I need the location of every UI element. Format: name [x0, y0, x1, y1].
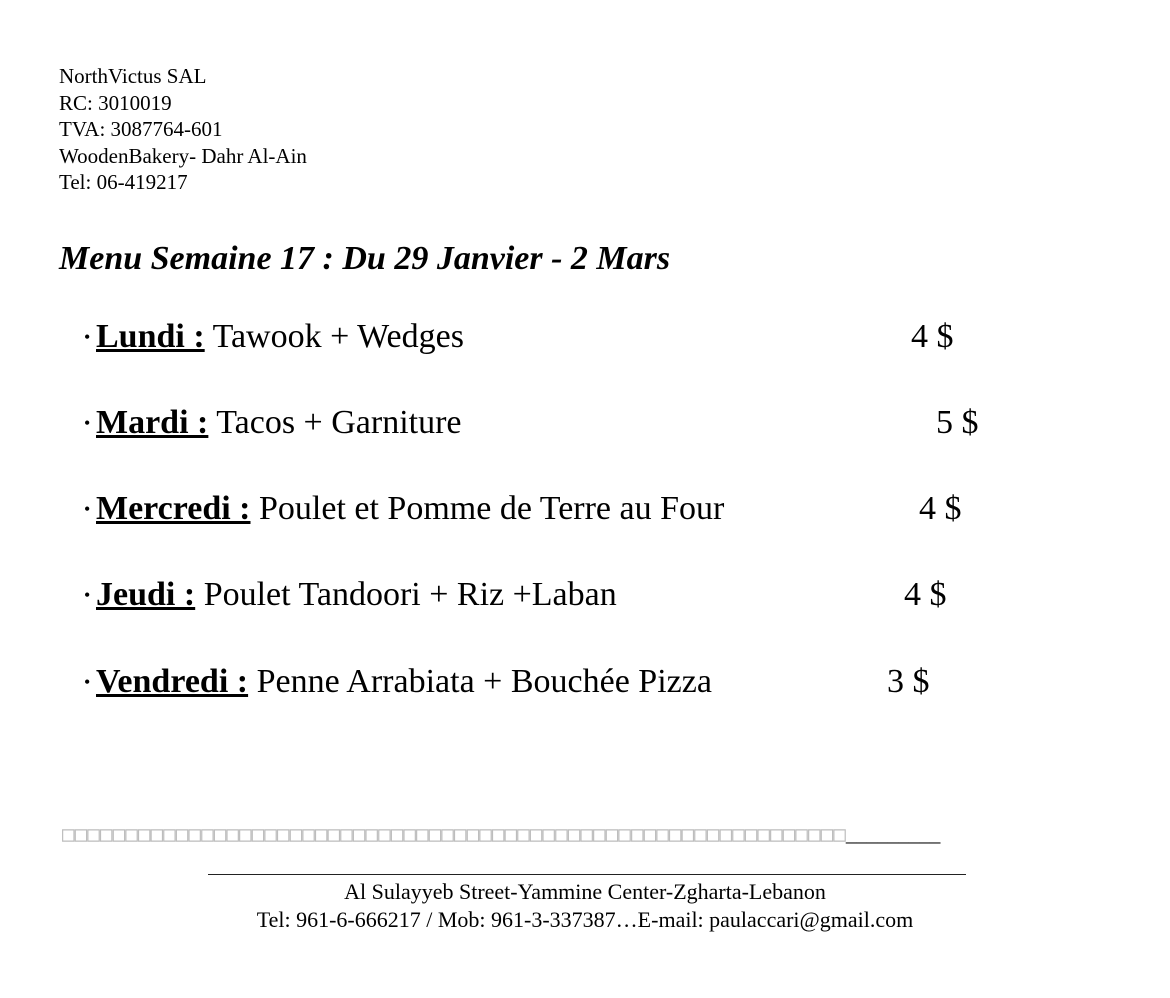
footer-rule	[208, 874, 966, 875]
menu-dish: Poulet Tandoori + Riz +Laban	[195, 576, 617, 613]
company-tel: Tel: 06-419217	[59, 170, 188, 194]
company-tva: TVA: 3087764-601	[59, 117, 223, 141]
company-branch: WoodenBakery- Dahr Al-Ain	[59, 143, 307, 168]
menu-dish: Tawook + Wedges	[204, 318, 464, 355]
separator-line	[62, 822, 1112, 848]
footer	[0, 878, 1170, 934]
bullet: •	[84, 412, 91, 433]
company-rc: RC: 3010019	[59, 90, 172, 115]
separator-underline: _________	[845, 822, 941, 846]
menu-item-mardi	[84, 404, 462, 444]
menu-dish: Poulet et Pomme de Terre au Four	[250, 490, 725, 527]
company-info	[59, 63, 307, 196]
menu-item-vendredi	[84, 663, 712, 703]
menu-item-mercredi	[84, 490, 724, 530]
footer-address: Al Sulayyeb Street-Yammine Center-Zgharta-Lebanon	[344, 879, 826, 904]
separator-boxes: □□□□□□□□□□□□□□□□□□□□□□□□□□□□□□□□□□□□□□□□□□□□□□□□□□□□□□□□□□□□□□	[62, 822, 846, 846]
menu-item-lundi	[84, 318, 464, 358]
menu-price: 4 $	[919, 490, 962, 527]
footer-contact: Tel: 961-6-666217 / Mob: 961-3-337387…E-mail: paulaccari@gmail.com	[256, 907, 914, 932]
menu-title: Menu Semaine 17 : Du 29 Janvier - 2 Mars	[59, 240, 671, 277]
bullet: •	[84, 498, 91, 519]
menu-dish: Tacos + Garniture	[208, 404, 462, 441]
bullet: •	[84, 326, 91, 347]
menu-dish: Penne Arrabiata + Bouchée Pizza	[248, 663, 712, 700]
menu-day: Lundi :	[96, 318, 205, 355]
menu-day: Mercredi :	[96, 490, 251, 527]
menu-price: 3 $	[887, 663, 930, 700]
menu-day: Vendredi :	[96, 663, 249, 700]
menu-price: 5 $	[936, 404, 979, 441]
menu-day: Mardi :	[96, 404, 209, 441]
menu-item-jeudi	[84, 576, 617, 616]
menu-day: Jeudi :	[96, 576, 196, 613]
menu-price: 4 $	[904, 576, 947, 613]
menu-price: 4 $	[911, 318, 954, 355]
bullet: •	[84, 671, 91, 692]
bullet: •	[84, 584, 91, 605]
company-name: NorthVictus SAL	[59, 64, 207, 88]
